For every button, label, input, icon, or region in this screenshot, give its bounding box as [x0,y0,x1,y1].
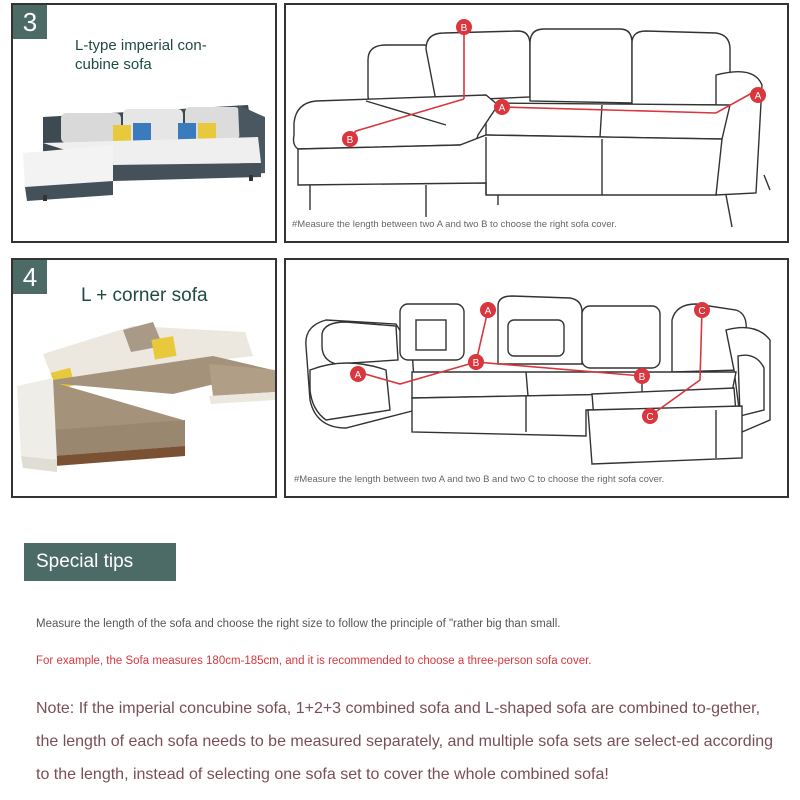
svg-text:B: B [460,23,468,34]
marker-c-top [694,302,710,318]
marker-b-center [468,354,484,370]
panel-3-photo [11,3,277,243]
panel-4-diagram [284,258,789,498]
special-tips-heading: Special tips [24,543,176,581]
svg-text:A: A [354,370,362,381]
corner-sofa-illustration [13,260,275,496]
marker-a-right [750,87,766,103]
panel-number-4: 4 [13,260,47,294]
panel-3-caption-line1: L-type imperial con- [75,37,207,54]
svg-text:B: B [346,135,354,146]
marker-b-right [634,368,650,384]
tip-example: For example, the Sofa measures 180cm-185cm, and it is recommended to choose a three-person sofa cover. [36,655,592,667]
marker-b-left [342,131,358,147]
marker-a-center [494,99,510,115]
marker-a-left [350,366,366,382]
l-type-sofa-diagram [286,5,787,241]
panel-3-note: #Measure the length between two A and two B to choose the right sofa cover. [292,219,617,230]
svg-text:A: A [498,103,506,114]
marker-a-top [480,302,496,318]
corner-sofa-diagram [286,260,787,496]
l-type-sofa-illustration [13,5,275,241]
svg-text:B: B [638,372,646,383]
svg-text:A: A [754,91,762,102]
svg-text:B: B [472,358,480,369]
panel-3-diagram [284,3,789,243]
panel-4-photo [11,258,277,498]
marker-c-bottom [642,408,658,424]
panel-number-3: 3 [13,5,47,39]
tip-measure-principle: Measure the length of the sofa and choose the right size to follow the principle of "rather big than small. [36,618,561,630]
svg-text:C: C [698,306,706,317]
marker-b-top [456,19,472,35]
svg-text:C: C [646,412,654,423]
tip-note: Note: If the imperial concubine sofa, 1+2+3 combined sofa and L-shaped sofa are combined to-gether, the length of each sofa needs to be measured separately, and multiple sofa sets are select-ed according to the length, instead of selecting one sofa set to cover the whole combined sofa! [36,700,774,783]
panel-4-note: #Measure the length between two A and two B and two C to choose the right sofa cover. [294,474,665,485]
panel-3-caption-line2: cubine sofa [75,56,152,73]
svg-text:A: A [484,306,492,317]
pattern-pillow-1 [61,113,121,143]
panel-4-caption: L + corner sofa [81,285,208,306]
pattern-pillow-2 [123,109,183,141]
